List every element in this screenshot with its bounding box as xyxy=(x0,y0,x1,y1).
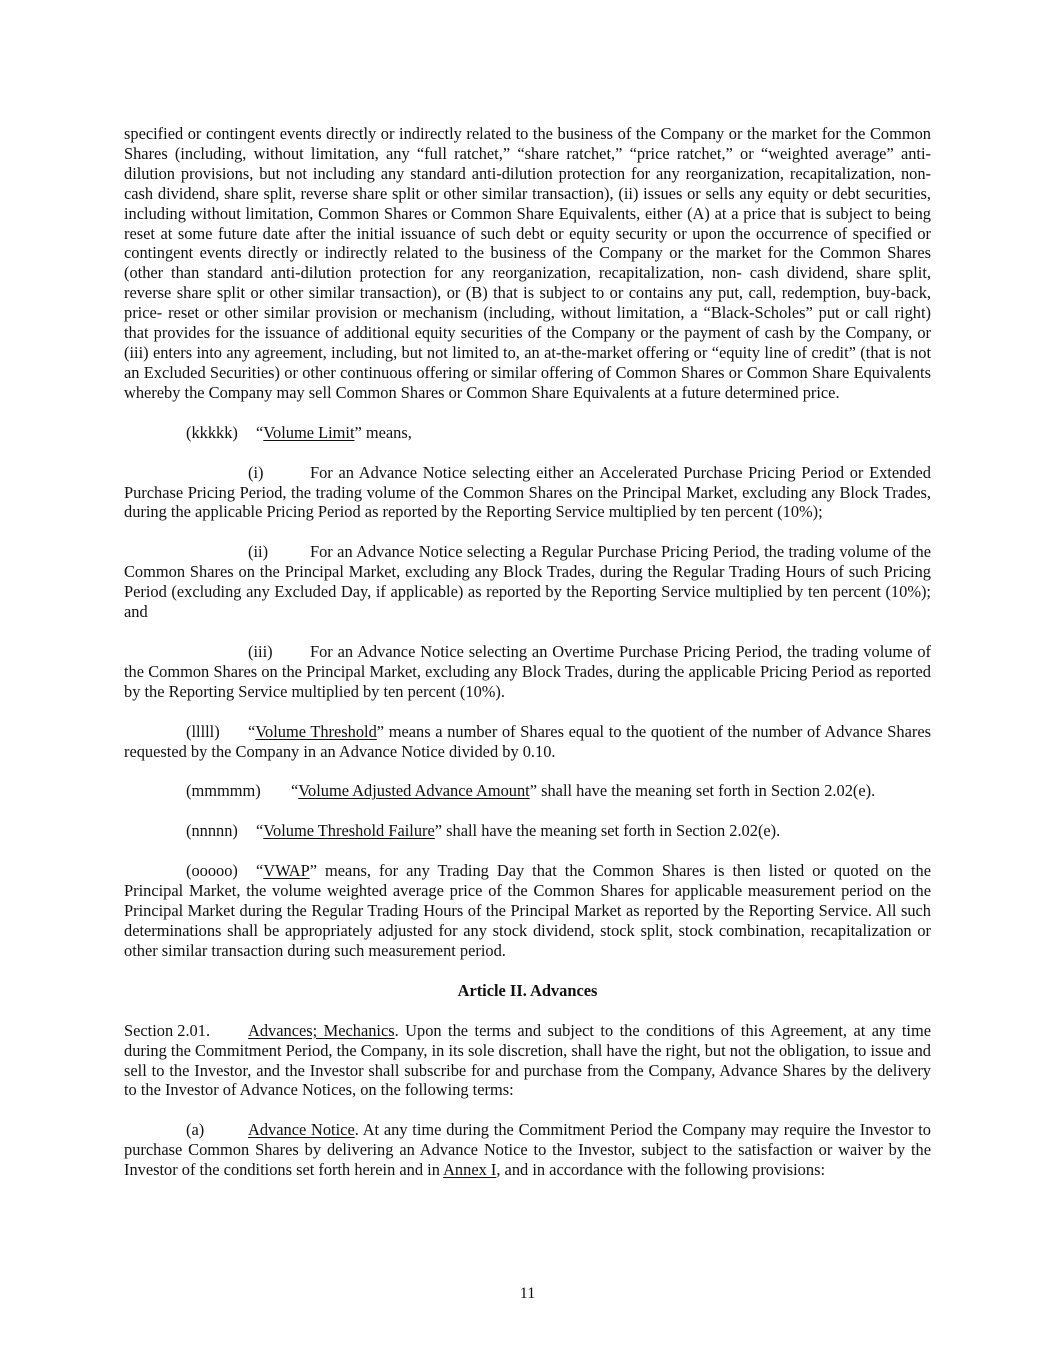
definition-text: means, for any Trading Day that the Common Shares is then listed or quoted on the Principal Market, the volume weighted average price of the Common Shares for applicable measurement period on the Principal Market during the Regular Trading Hours of the Principal Market as reported by the Reporting Service. All such determinations shall be appropriately adjusted for any stock dividend, stock split, stock combination, recapitalization or other similar transaction during such measurement period. xyxy=(124,861,931,960)
close-quote: ” xyxy=(354,422,362,442)
close-quote: ” xyxy=(376,721,385,741)
item-text: For an Advance Notice selecting an Overtime Purchase Pricing Period, the trading volume of the Common Shares on the Principal Market, excluding any Block Trades, during the applicable Pricing Period as reported by the Reporting Service multiplied by ten percent (10%). xyxy=(124,641,931,701)
definition-text: shall have the meaning set forth in Section 2.02(e). xyxy=(537,781,876,801)
definition-marker: (kkkkk) xyxy=(186,422,238,442)
section-2-01 xyxy=(124,1021,931,1101)
close-quote: ” xyxy=(529,781,537,801)
defined-term: Volume Threshold Failure xyxy=(263,821,435,841)
indent-spacer xyxy=(124,1134,186,1135)
section-marker: Section 2.01. xyxy=(124,1020,211,1040)
definition-text: means a number of Shares equal to the quotient of the number of Advance Shares requested by the Company in an Advance Notice divided by 0.10. xyxy=(124,721,931,761)
definition-volume-adjusted-advance-amount xyxy=(124,781,931,801)
document-page xyxy=(124,124,931,1200)
close-quote: ” xyxy=(434,821,443,841)
indent-spacer xyxy=(124,556,248,557)
definition-marker: (nnnnn) xyxy=(186,821,238,841)
subsection-text-end: , and in accordance with the following provisions: xyxy=(496,1160,826,1180)
subsection-title: Advance Notice xyxy=(248,1120,355,1140)
indent-spacer xyxy=(124,835,186,836)
open-quote: “ xyxy=(248,721,256,741)
definition-text: means, xyxy=(361,422,412,442)
definition-volume-threshold xyxy=(124,722,931,762)
open-quote: “ xyxy=(256,861,264,881)
item-marker: (ii) xyxy=(248,542,269,562)
defined-term: Volume Limit xyxy=(263,422,355,442)
definition-marker: (mmmmm) xyxy=(186,781,261,801)
defined-term: Volume Threshold xyxy=(255,721,377,741)
definition-marker: (lllll) xyxy=(186,721,220,741)
definition-marker: (ooooo) xyxy=(186,861,238,881)
definition-vwap xyxy=(124,861,931,961)
annex-i-link[interactable]: Annex I xyxy=(443,1160,497,1180)
section-title: Advances; Mechanics xyxy=(248,1020,395,1040)
indent-spacer xyxy=(124,437,186,438)
section-text: . Upon the terms and subject to the conditions of this Agreement, at any time during the Commitment Period, the Company, in its sole discretion, shall have the right, but not the obligation, to issue and sell to the Investor, and the Investor shall subscribe for and purchase from the Company, Advance Shares by the delivery to the Investor of Advance Notices, on the following terms: xyxy=(124,1020,932,1100)
section-2-01-a xyxy=(124,1120,931,1180)
volume-limit-item-ii xyxy=(124,542,931,622)
indent-spacer xyxy=(124,477,248,478)
defined-term: Volume Adjusted Advance Amount xyxy=(298,781,530,801)
definition-volume-threshold-failure xyxy=(124,821,931,841)
volume-limit-item-i xyxy=(124,463,931,523)
paragraph-continuation: specified or contingent events directly or indirectly related to the business of the Company or the market for the Common Shares (including, without limitation, any “full ratchet,” “share ratchet,” “price ratchet,” or “weighted average” anti-dilution provisions, but not including any standard anti-dilution protection for any reorganization, recapitalization, non-cash dividend, share split, reverse share split or other similar transaction), (ii) issues or sells any equity or debt securities, including without limitation, Common Shares or Common Share Equivalents, either (A) at a price that is subject to being reset at some future date after the initial issuance of such debt or equity security or upon the occurrence of specified or contingent events directly or indirectly related to the business of the Company or the market for the Common Shares (other than standard anti-dilution protection for any reorganization, recapitalization, non- cash dividend, share split, reverse share split or other similar transaction), or (B) that is subject to or contains any put, call, redemption, buy-back, price- reset or other similar provision or mechanism (including, without limitation, a “Black-Scholes” put or call right) that provides for the issuance of additional equity securities of the Company or the payment of cash by the Company, or (iii) enters into any agreement, including, but not limited to, an at-the-market offering or “equity line of credit” (that is not an Excluded Securities) or other continuous offering or similar offering of Common Shares or Common Share Equivalents whereby the Company may sell Common Shares or Common Share Equivalents at a future determined price. xyxy=(124,124,931,402)
page-number: 11 xyxy=(519,1285,536,1302)
open-quote: “ xyxy=(291,781,299,801)
open-quote: “ xyxy=(256,422,264,442)
volume-limit-item-iii xyxy=(124,642,931,702)
subsection-marker: (a) xyxy=(186,1120,205,1140)
defined-term: VWAP xyxy=(263,861,310,881)
item-marker: (i) xyxy=(248,462,264,482)
subsection-text: . At any time during the Commitment Period the Company may require the Investor to purchase Common Shares by delivering an Advance Notice to the Investor, subject to the satisfaction or waiver by the Investor of the conditions set forth herein and in xyxy=(124,1120,931,1180)
indent-spacer xyxy=(124,736,186,737)
article-heading: Article II. Advances xyxy=(457,980,598,1000)
item-text: For an Advance Notice selecting a Regular Purchase Pricing Period, the trading volume of the Common Shares on the Principal Market, excluding any Block Trades, during the Regular Trading Hours of such Pricing Period (excluding any Excluded Day, if applicable) as reported by the Reporting Service multiplied by ten percent (10%); and xyxy=(124,542,931,622)
indent-spacer xyxy=(124,875,186,876)
indent-spacer xyxy=(124,795,186,796)
item-marker: (iii) xyxy=(248,641,273,661)
open-quote: “ xyxy=(256,821,264,841)
close-quote: ” xyxy=(309,861,318,881)
item-text: For an Advance Notice selecting either an Accelerated Purchase Pricing Period or Extended Purchase Pricing Period, the trading volume of the Common Shares on the Principal Market, excluding any Block Trades, during the applicable Pricing Period as reported by the Reporting Service multiplied by ten percent (10%); xyxy=(124,462,931,522)
definition-text: shall have the meaning set forth in Section 2.02(e). xyxy=(442,821,781,841)
definition-volume-limit xyxy=(124,423,931,443)
indent-spacer xyxy=(124,656,248,657)
